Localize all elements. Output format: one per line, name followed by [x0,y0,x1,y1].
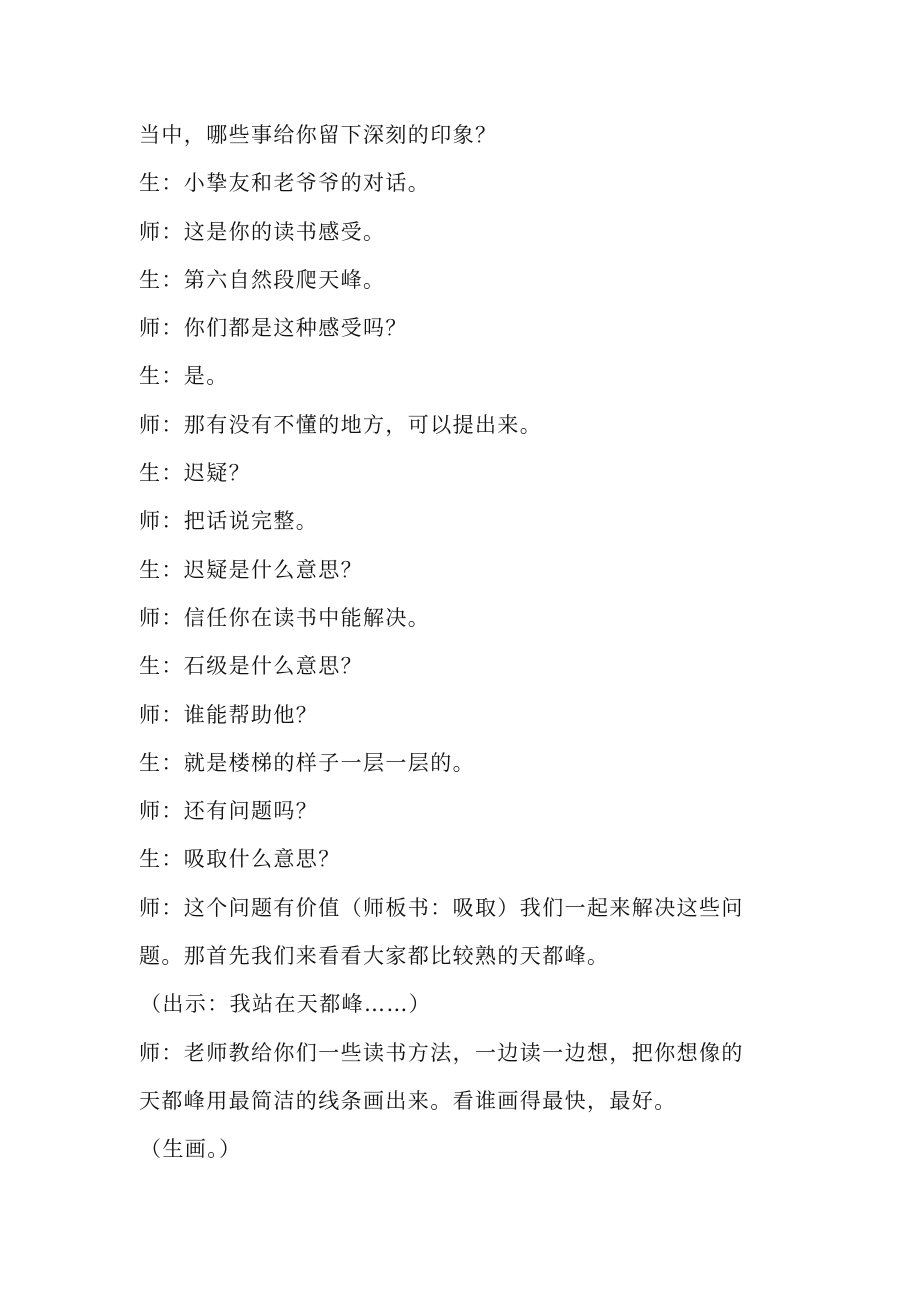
text-line: 生：是。 [139,364,229,389]
lesson-transcript [139,111,779,1174]
text-line: 师：还有问题吗？ [139,799,319,824]
text-line: 师：把话说完整。 [139,509,319,534]
text-line: （生画。） [140,1137,242,1162]
text-line: 生：石级是什么意思？ [139,654,363,679]
text-line: （出示：我站在天都峰……） [140,992,432,1017]
text-line: 题。那首先我们来看看大家都比较熟的天都峰。 [139,944,610,969]
text-line: 生：第六自然段爬天峰。 [139,267,386,292]
text-line: 师：谁能帮助他？ [139,702,319,727]
text-line: 生：迟疑？ [139,461,251,486]
text-line: 师：你们都是这种感受吗？ [139,316,408,341]
text-line: 师：这个问题有价值（师板书：吸取）我们一起来解决这些问 [139,895,744,920]
text-line: 生：就是楼梯的样子一层一层的。 [139,750,475,775]
text-line: 生：小挚友和老爷爷的对话。 [139,171,431,196]
text-line: 师：这是你的读书感受。 [139,219,386,244]
text-line: 天都峰用最简洁的线条画出来。看谁画得最快，最好。 [139,1088,677,1113]
text-line: 师：那有没有不懂的地方，可以提出来。 [139,412,543,437]
text-line: 生：迟疑是什么意思？ [139,557,363,582]
text-line: 当中，哪些事给你留下深刻的印象？ [139,123,498,147]
text-line: 生：吸取什么意思？ [139,847,341,872]
text-line: 师：信任你在读书中能解决。 [139,605,431,630]
text-line: 师：老师教给你们一些读书方法，一边读一边想，把你想像的 [139,1040,744,1065]
